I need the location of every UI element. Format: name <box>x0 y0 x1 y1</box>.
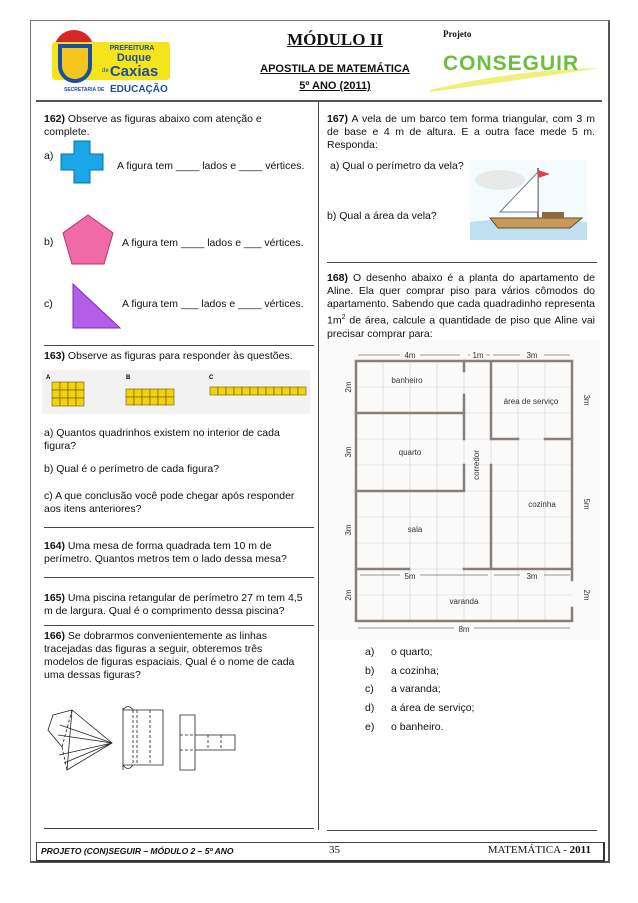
grid-square <box>166 389 174 397</box>
svg-text:5m: 5m <box>404 572 416 581</box>
svg-text:CONSEGUIR: CONSEGUIR <box>443 52 580 75</box>
svg-text:Duque: Duque <box>116 52 152 64</box>
grid-square <box>76 382 84 390</box>
divider <box>44 625 314 626</box>
grid-square <box>134 389 142 397</box>
apartment-floor-plan <box>320 340 600 640</box>
answer-list-item: c) a varanda; <box>365 683 441 696</box>
svg-text:2m: 2m <box>344 589 353 601</box>
answer-list-item: a) o quarto; <box>365 646 433 658</box>
module-title: MÓDULO II <box>287 30 383 49</box>
question-164: 164) Uma mesa de forma quadrada tem 10 m de perímetro. Quantos metros tem o lado dessa mesa? <box>44 540 287 565</box>
grid-square <box>158 389 166 397</box>
handout-subtitle: APOSTILA DE MATEMÁTICA <box>260 63 410 75</box>
triangle-shape <box>72 283 122 329</box>
svg-text:A: A <box>46 375 51 381</box>
svg-text:1m: 1m <box>472 351 484 360</box>
grid-square <box>134 397 142 405</box>
svg-text:B: B <box>126 375 131 381</box>
grid-square <box>76 398 84 406</box>
sailboat-image <box>470 160 587 240</box>
svg-text:cozinha: cozinha <box>528 500 556 509</box>
grid-square <box>290 387 298 395</box>
header-divider <box>36 100 602 102</box>
grid-square <box>266 387 274 395</box>
grid-square <box>218 387 226 395</box>
svg-text:de: de <box>102 68 109 74</box>
svg-text:3m: 3m <box>344 446 353 458</box>
pentagon-shape <box>62 214 114 266</box>
grid-square <box>142 389 150 397</box>
svg-text:corredor: corredor <box>472 450 481 480</box>
answer-list-item: e) o banheiro. <box>365 720 444 733</box>
svg-text:8m: 8m <box>458 625 470 634</box>
column-divider <box>318 102 319 830</box>
question-163: 163) Observe as figuras para responder às questões. <box>44 350 293 362</box>
grid-square <box>210 387 218 395</box>
grid-figures-image <box>42 370 310 414</box>
q163-a: a) Quantos quadrinhos existem no interior de cada figura? <box>44 427 280 452</box>
svg-text:3m: 3m <box>526 572 538 581</box>
page-number: 35 <box>329 844 340 856</box>
divider <box>44 577 314 578</box>
question-166: 166) Se dobrarmos convenientemente as linhas tracejadas das figuras a seguir, obteremos três modelos de figuras espaciais. Qual é o nome de cada uma dessas figuras? <box>44 630 295 681</box>
grid-square <box>258 387 266 395</box>
grid-square <box>52 390 60 398</box>
svg-text:EDUCAÇÃO: EDUCAÇÃO <box>110 84 168 94</box>
svg-text:C: C <box>209 375 214 381</box>
q162-a-label: a) <box>44 150 54 162</box>
grid-square <box>250 387 258 395</box>
grid-square <box>68 382 76 390</box>
question-162: 162) Observe as figuras abaixo com atenção e complete. <box>44 113 262 138</box>
q162-c-label: c) <box>44 298 53 310</box>
svg-text:Caxias: Caxias <box>109 63 159 80</box>
question-168: 168) O desenho abaixo é a planta do apartamento de Aline. Ela quer comprar piso para vários cômodos do apartamento. Sabendo que cada quadradinho representa $1m^2$ de área, calcule a quantidade de piso que Aline vai precisar comprar para: <box>327 272 595 340</box>
grid-square <box>60 382 68 390</box>
q162-b-label: b) <box>44 236 54 248</box>
q162-c-text: A figura tem ___ lados e ____ vértices. <box>122 298 304 310</box>
svg-text:sala: sala <box>407 525 423 534</box>
q163-c: c) A que conclusão você pode chegar após responder aos itens anteriores? <box>44 490 295 515</box>
svg-text:área de serviço: área de serviço <box>503 397 559 406</box>
svg-text:varanda: varanda <box>449 597 479 606</box>
grid-square <box>142 397 150 405</box>
divider <box>44 828 314 829</box>
svg-text:PREFEITURA: PREFEITURA <box>109 45 155 52</box>
svg-text:3m: 3m <box>582 394 591 406</box>
divider <box>44 527 314 528</box>
q162-b-text: A figura tem ____ lados e ___ vértices. <box>122 237 304 249</box>
grid-square <box>52 382 60 390</box>
solid-nets-figure <box>40 705 250 785</box>
grid-square <box>150 389 158 397</box>
svg-text:2m: 2m <box>582 589 591 601</box>
grid-square <box>234 387 242 395</box>
grid-square <box>68 398 76 406</box>
grid-square <box>226 387 234 395</box>
footer-subject: MATEMÁTICA - 2011 <box>487 844 591 856</box>
grid-square <box>60 398 68 406</box>
project-label: Projeto <box>443 29 472 39</box>
answer-list-item: d) a área de serviço; <box>365 702 475 715</box>
q163-b: b) Qual é o perímetro de cada figura? <box>44 463 220 475</box>
grid-square <box>126 397 134 405</box>
divider <box>327 830 597 831</box>
question-167: 167) A vela de um barco tem forma triangular, com 3 m de base e 4 m de altura. E a outra face mede 5 m. Responda: <box>327 113 595 151</box>
duque-de-caxias-logo <box>50 28 180 94</box>
grid-square <box>274 387 282 395</box>
footer-project: PROJETO (CON)SEGUIR – MÓDULO 2 – 5º ANO <box>41 846 234 856</box>
svg-text:SECRETARIA DE: SECRETARIA DE <box>64 87 105 93</box>
divider <box>44 345 314 346</box>
cross-shape <box>60 140 104 184</box>
grade-year: 5º ANO (2011) <box>299 80 371 92</box>
svg-text:quarto: quarto <box>398 448 422 457</box>
grid-square <box>298 387 306 395</box>
svg-text:5m: 5m <box>582 498 591 510</box>
svg-text:4m: 4m <box>404 351 416 360</box>
grid-square <box>158 397 166 405</box>
question-165: 165) Uma piscina retangular de perímetro 27 m tem 4,5 m de largura. Qual é o comprimento dessa piscina? <box>44 592 303 617</box>
svg-text:3m: 3m <box>344 524 353 536</box>
grid-square <box>68 390 76 398</box>
svg-text:2m: 2m <box>344 381 353 393</box>
grid-square <box>166 397 174 405</box>
grid-square <box>282 387 290 395</box>
page-footer <box>36 842 605 862</box>
svg-text:banheiro: banheiro <box>391 376 423 385</box>
divider <box>327 262 597 263</box>
conseguir-logo <box>400 40 605 95</box>
answer-list-item: b) a cozinha; <box>365 664 439 677</box>
grid-square <box>60 390 68 398</box>
grid-square <box>126 389 134 397</box>
q167-b: b) Qual a área da vela? <box>327 210 437 222</box>
q162-a-text: A figura tem ____ lados e ____ vértices. <box>117 160 305 172</box>
grid-square <box>52 398 60 406</box>
svg-text:3m: 3m <box>526 351 538 360</box>
grid-square <box>242 387 250 395</box>
grid-square <box>150 397 158 405</box>
q167-a: a) Qual o perímetro da vela? <box>330 160 464 172</box>
grid-square <box>76 390 84 398</box>
